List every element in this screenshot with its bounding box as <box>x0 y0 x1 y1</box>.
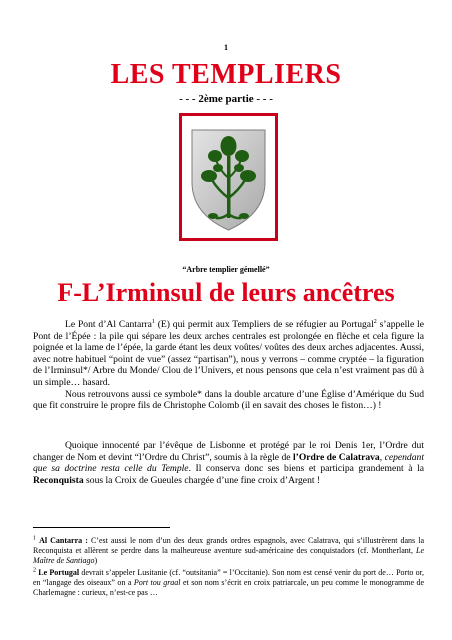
page-title: LES TEMPLIERS <box>110 59 342 90</box>
paragraph-1 <box>33 319 424 412</box>
paragraph-2-doctrine: , cependant que sa doctrine resta celle du Temple <box>33 451 424 475</box>
figure-caption: “Arbre templier gémellé” <box>182 265 270 274</box>
paragraph-1-part-b: s’appelle le Pont de l’Épée : la pile qui sépare les deux arches centrales est prolongée en flèche et cela figure la poignée et la lame de l’épée, la garde étant les deux voûtes/ voûtes des deux arches adjacentes. Aussi, avec notre habituel “point de vue” (assez “partisan”), nous y verrons – comme cryptée – la figuration de l’Irminsul*/ Arbre du Monde/ Clou de l’Univers, et nous pensons que cela n’est vraiment pas dû à un simple… hasard. <box>33 319 424 388</box>
footnote-1-end: ) <box>94 556 98 566</box>
footnote-ref-2[interactable]: 2 <box>373 318 377 325</box>
footnote-2-italic: Port tou graal <box>133 577 181 587</box>
footnote-2-text: devrait s’appeler Lusitanie (cf. “outsitania” = l’Occitanie). Son nom est censé venir du port de… Porto or, en “langage des oiseaux” on a <box>33 567 424 587</box>
footnote-1-mark: 1 <box>33 535 36 542</box>
footnote-2 <box>33 568 424 599</box>
templar-tree-shield-image <box>182 116 275 238</box>
footnote-ref-1[interactable]: 1 <box>151 318 155 325</box>
footnote-1-text: C’est aussi le nom d’un des deux grands ordres espagnols, avec Calatrava, qui s’illustrèrent dans la Reconquista et allèrent se perdre dans la malheureuse aventure sud-américaine des conquistadors (cf. Montherlant, <box>33 536 425 556</box>
footnote-separator <box>33 527 170 528</box>
page-subtitle: - - - 2ème partie - - - <box>179 93 273 105</box>
paragraph-1-lead: Le Pont d’Al Cantarra <box>65 319 152 330</box>
paragraph-1-part-a: (E) qui permit aux Templiers de se réfugier au Portugal <box>154 319 374 330</box>
paragraph-2-part-c: sous la Croix de Gueules chargée d’une fine croix d’Argent ! <box>83 474 321 486</box>
footnote-2-label: Le Portugal <box>38 567 80 577</box>
paragraph-2-part-a: Quoique innocenté par l’évêque de Lisbonne et protégé par le roi Denis 1er, l’Ordre dut changer de Nom et devint “l’Ordre du Christ”, soumis à la règle de <box>33 440 424 463</box>
section-heading: F-L’Irminsul de leurs ancêtres <box>57 278 395 307</box>
paragraph-2-part-b: . Il conserva donc ses biens et participa grandement à la <box>188 463 424 475</box>
footnote-1-italic: Le Maître de Santiago <box>33 546 424 566</box>
footnote-1 <box>33 536 424 567</box>
paragraph-2 <box>33 440 424 486</box>
footnote-1-label: Al Cantarra : <box>39 536 88 545</box>
page-number: 1 <box>224 43 228 52</box>
footnotes <box>33 536 424 599</box>
paragraph-1-part-c: Nous retrouvons aussi ce symbole* dans la double arcature d’une Église d’Amérique du Sud que fit construire le propre fils de Christophe Colomb (il en savait des choses le fiston…) ! <box>33 388 424 412</box>
footnote-2-mark: 2 <box>33 566 36 573</box>
emblem-figure <box>179 113 278 241</box>
footnote-2-end: et son nom s’écrit en croix patriarcale, un peu comme le monogramme de Charlemagne : curieux, n’est-ce pas … <box>33 577 424 598</box>
paragraph-2-reconquista: Reconquista <box>33 474 84 486</box>
paragraph-2-order-calatrava: l’Ordre de Calatrava <box>292 451 380 463</box>
